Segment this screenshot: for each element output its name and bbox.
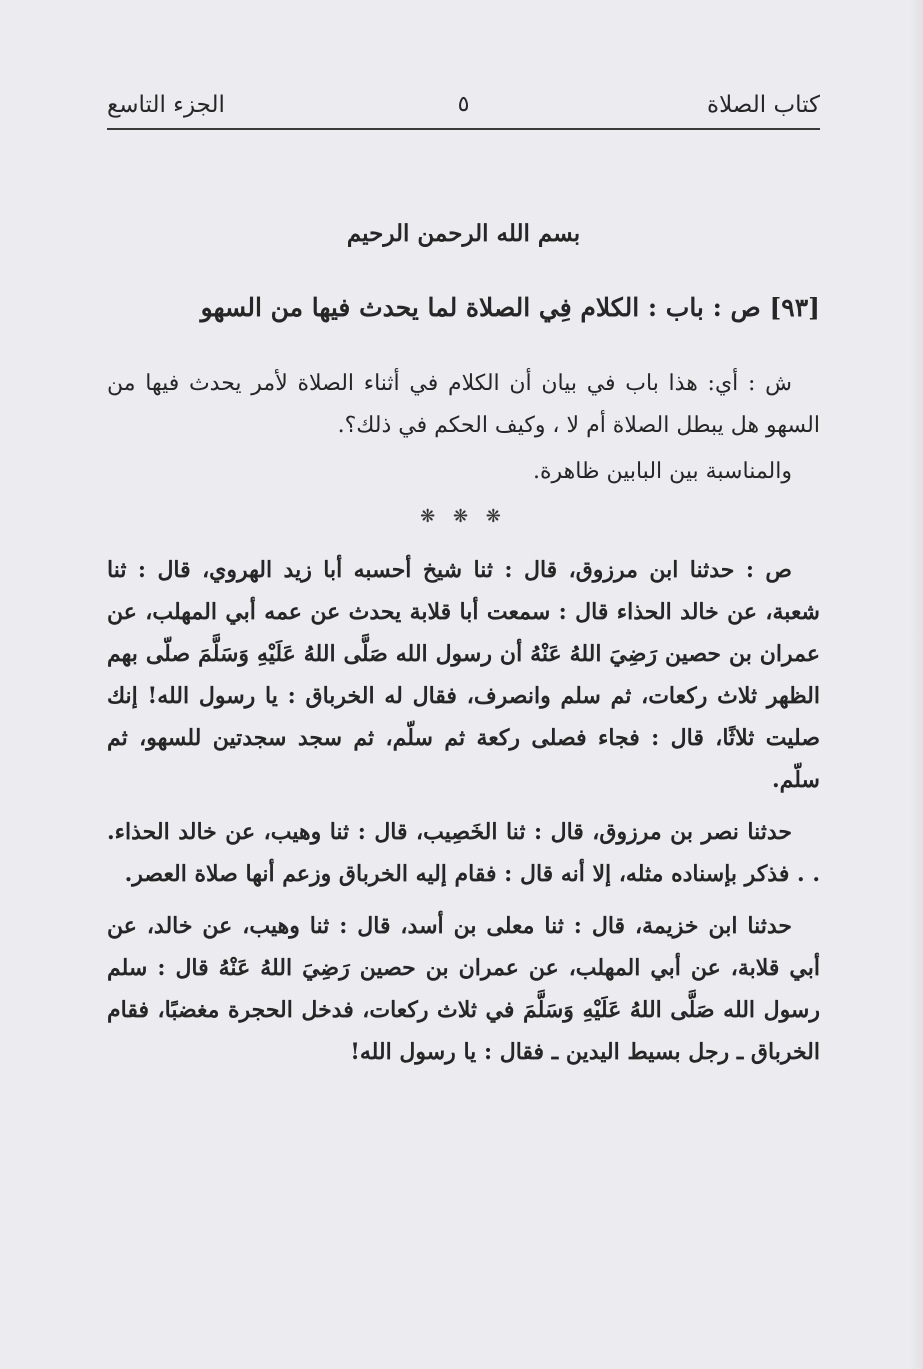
page-body (107, 212, 820, 1073)
volume-label: الجزء التاسع (107, 92, 225, 118)
book-title: كتاب الصلاة (707, 92, 820, 118)
running-header (107, 88, 820, 130)
hadith-paragraph-1: ص : حدثنا ابن مرزوق، قال : ثنا شيخ أحسبه أبا زيد الهروي، قال : ثنا شعبة، عن خالد الحذاء قال : سمعت أبا قلابة يحدث عن عمه أبي المهلب، عن عمران بن حصين رَضِيَ اللهُ عَنْهُ أن رسول الله صَلَّى اللهُ عَلَيْهِ وَسَلَّمَ صلّى بهم الظهر ثلاث ركعات، ثم سلم وانصرف، فقال له الخرباق : يا رسول الله! إنك صليت ثلاثًا، قال : فجاء فصلى ركعة ثم سلّم، ثم سجد سجدتين للسهو، ثم سلّم. (107, 557, 820, 793)
hadith-paragraph-3: حدثنا ابن خزيمة، قال : ثنا معلى بن أسد، قال : ثنا وهيب، عن خالد، عن أبي قلابة، عن أبي المهلب، عن عمران بن حصين رَضِيَ اللهُ عَنْهُ قال : سلم رسول الله صَلَّى اللهُ عَلَيْهِ وَسَلَّمَ في ثلاث ركعات، فدخل الحجرة مغضبًا، فقام الخرباق ـ رجل بسيط اليدين ـ فقال : يا رسول الله! (107, 913, 820, 1065)
commentary-paragraph: ش : أي: هذا باب في بيان أن الكلام في أثناء الصلاة لأمر يحدث فيها من السهو هل يبطل الصلاة أم لا ، وكيف الحكم في ذلك؟. (107, 371, 820, 438)
basmala: بسم الله الرحمن الرحيم (346, 220, 581, 247)
hadith-paragraph-2: حدثنا نصر بن مرزوق، قال : ثنا الخَصِيب، قال : ثنا وهيب، عن خالد الحذاء. . . فذكر بإسناده مثله، إلا أنه قال : فقام إليه الخرباق وزعم أنها صلاة العصر. (107, 819, 820, 887)
section-separator-asterisks: ❋ ❋ ❋ (420, 506, 507, 527)
chapter-heading: [٩٣] ص : باب : الكلام فِي الصلاة لما يحدث فيها من السهو (200, 293, 820, 322)
page-edge (909, 0, 923, 1369)
commentary-note: والمناسبة بين البابين ظاهرة. (533, 459, 792, 484)
page-number: ٥ (457, 92, 470, 117)
